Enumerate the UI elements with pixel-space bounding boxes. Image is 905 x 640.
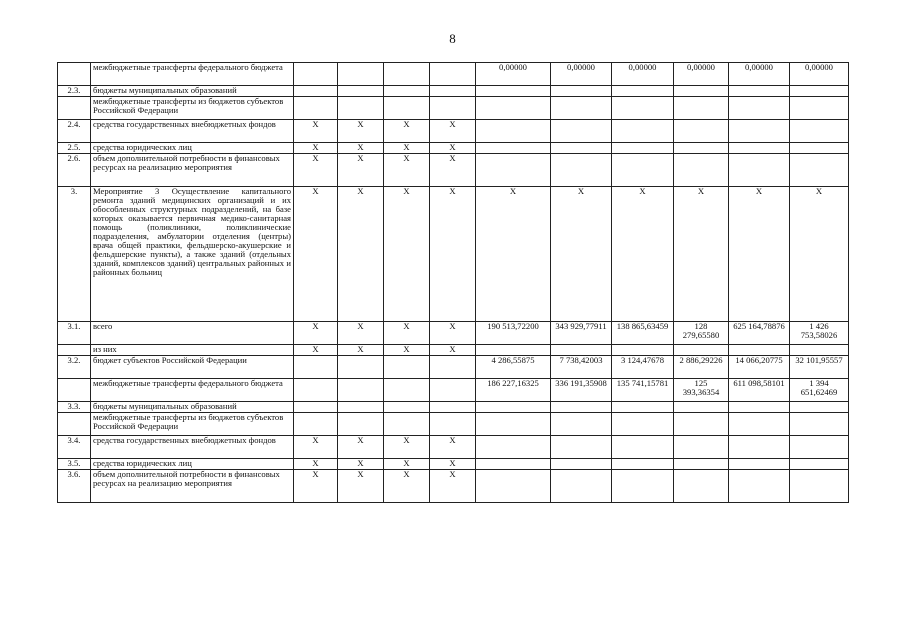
value-cell: X: [729, 187, 790, 322]
row-number: 3.3.: [58, 402, 91, 413]
value-cell: X: [476, 187, 551, 322]
mark-cell: X: [430, 120, 476, 143]
value-cell: 0,00000: [551, 63, 612, 86]
mark-cell: X: [338, 120, 384, 143]
value-cell: [476, 120, 551, 143]
value-cell: [612, 154, 674, 187]
value-cell: [551, 402, 612, 413]
value-cell: [476, 459, 551, 470]
value-cell: X: [612, 187, 674, 322]
value-cell: 186 227,16325: [476, 379, 551, 402]
value-cell: [729, 345, 790, 356]
value-cell: [790, 154, 849, 187]
mark-cell: X: [294, 143, 338, 154]
value-cell: 3 124,47678: [612, 356, 674, 379]
mark-cell: [338, 379, 384, 402]
mark-cell: [430, 402, 476, 413]
mark-cell: X: [430, 187, 476, 322]
value-cell: 7 738,42003: [551, 356, 612, 379]
mark-cell: X: [338, 470, 384, 503]
value-cell: 625 164,78876: [729, 322, 790, 345]
row-label: объем дополнительной потребности в финансовых ресурсах на реализацию мероприятия: [91, 154, 294, 187]
value-cell: [612, 97, 674, 120]
mark-cell: X: [430, 143, 476, 154]
mark-cell: [294, 86, 338, 97]
mark-cell: X: [294, 120, 338, 143]
value-cell: [790, 459, 849, 470]
mark-cell: X: [430, 470, 476, 503]
value-cell: [790, 143, 849, 154]
value-cell: 14 066,20775: [729, 356, 790, 379]
table-row: [58, 187, 849, 322]
row-label: средства юридических лиц: [91, 459, 294, 470]
mark-cell: X: [384, 459, 430, 470]
mark-cell: X: [384, 470, 430, 503]
row-label: межбюджетные трансферты из бюджетов субъектов Российской Федерации: [91, 413, 294, 436]
mark-cell: [294, 379, 338, 402]
table-row: [58, 402, 849, 413]
value-cell: [476, 97, 551, 120]
mark-cell: X: [294, 459, 338, 470]
value-cell: [674, 413, 729, 436]
row-number: 3.6.: [58, 470, 91, 503]
mark-cell: X: [430, 154, 476, 187]
value-cell: X: [674, 187, 729, 322]
value-cell: [790, 86, 849, 97]
row-label: Мероприятие 3 Осуществление капитального ремонта зданий медицинских организаций и их обособленных структурных подразделений, на базе которых оказывается первичная медико-санитарная помощь (поликлиники, поликлинические подразделения, амбулатории отделения (центры) врача общей практики, фельдшерско-акушерские и фельдшерские пункты), а также зданий (отдельных зданий, комплексов зданий) центральных районных и районных больниц: [91, 187, 294, 322]
mark-cell: X: [384, 143, 430, 154]
value-cell: [476, 436, 551, 459]
mark-cell: [294, 97, 338, 120]
value-cell: [612, 120, 674, 143]
value-cell: [729, 86, 790, 97]
row-label: объем дополнительной потребности в финансовых ресурсах на реализацию мероприятия: [91, 470, 294, 503]
mark-cell: X: [338, 187, 384, 322]
value-cell: 0,00000: [612, 63, 674, 86]
value-cell: [551, 120, 612, 143]
value-cell: [612, 345, 674, 356]
mark-cell: [338, 356, 384, 379]
value-cell: [729, 97, 790, 120]
mark-cell: X: [294, 187, 338, 322]
mark-cell: [430, 379, 476, 402]
value-cell: [674, 120, 729, 143]
mark-cell: [430, 413, 476, 436]
value-cell: [674, 402, 729, 413]
page-number: 8: [449, 31, 456, 46]
value-cell: [551, 345, 612, 356]
table-row: [58, 86, 849, 97]
value-cell: [790, 470, 849, 503]
row-number: 2.3.: [58, 86, 91, 97]
row-number: 3.4.: [58, 436, 91, 459]
mark-cell: X: [338, 345, 384, 356]
value-cell: [790, 120, 849, 143]
mark-cell: X: [294, 322, 338, 345]
value-cell: [612, 436, 674, 459]
mark-cell: [430, 356, 476, 379]
value-cell: [674, 470, 729, 503]
value-cell: [476, 345, 551, 356]
mark-cell: [294, 63, 338, 86]
row-number: 3.: [58, 187, 91, 322]
row-label: средства государственных внебюджетных фондов: [91, 120, 294, 143]
table-row: [58, 143, 849, 154]
value-cell: [551, 413, 612, 436]
row-label: из них: [91, 345, 294, 356]
table-row: [58, 154, 849, 187]
row-label: бюджеты муниципальных образований: [91, 402, 294, 413]
value-cell: 190 513,72200: [476, 322, 551, 345]
row-label: межбюджетные трансферты федерального бюджета: [91, 63, 294, 86]
table-row: [58, 459, 849, 470]
table-row: [58, 436, 849, 459]
mark-cell: X: [338, 459, 384, 470]
row-number: 3.2.: [58, 356, 91, 379]
value-cell: [729, 436, 790, 459]
mark-cell: X: [430, 322, 476, 345]
value-cell: [551, 86, 612, 97]
mark-cell: X: [294, 470, 338, 503]
mark-cell: X: [294, 154, 338, 187]
mark-cell: [384, 86, 430, 97]
row-number: 2.5.: [58, 143, 91, 154]
value-cell: [612, 143, 674, 154]
value-cell: 0,00000: [674, 63, 729, 86]
table-row: [58, 63, 849, 86]
mark-cell: [430, 97, 476, 120]
table-row: [58, 379, 849, 402]
value-cell: [790, 436, 849, 459]
row-number: 2.6.: [58, 154, 91, 187]
table-row: [58, 97, 849, 120]
value-cell: 0,00000: [790, 63, 849, 86]
mark-cell: X: [430, 345, 476, 356]
row-number: [58, 345, 91, 356]
mark-cell: [384, 379, 430, 402]
value-cell: [729, 459, 790, 470]
mark-cell: [338, 97, 384, 120]
row-number: [58, 413, 91, 436]
mark-cell: X: [294, 345, 338, 356]
mark-cell: [384, 356, 430, 379]
mark-cell: [338, 63, 384, 86]
value-cell: 135 741,15781: [612, 379, 674, 402]
mark-cell: [430, 86, 476, 97]
value-cell: 32 101,95557: [790, 356, 849, 379]
mark-cell: X: [384, 322, 430, 345]
value-cell: [551, 97, 612, 120]
value-cell: [551, 459, 612, 470]
mark-cell: [338, 413, 384, 436]
mark-cell: [338, 402, 384, 413]
mark-cell: X: [430, 436, 476, 459]
row-label: всего: [91, 322, 294, 345]
table-row: [58, 322, 849, 345]
value-cell: [551, 470, 612, 503]
value-cell: [674, 436, 729, 459]
value-cell: [476, 402, 551, 413]
value-cell: 336 191,35908: [551, 379, 612, 402]
value-cell: [729, 402, 790, 413]
value-cell: [476, 470, 551, 503]
mark-cell: X: [384, 187, 430, 322]
table-row: [58, 120, 849, 143]
value-cell: 0,00000: [476, 63, 551, 86]
row-label: средства юридических лиц: [91, 143, 294, 154]
value-cell: [612, 413, 674, 436]
row-number: 3.5.: [58, 459, 91, 470]
budget-table: [57, 62, 849, 503]
value-cell: 0,00000: [729, 63, 790, 86]
mark-cell: [384, 97, 430, 120]
value-cell: [729, 154, 790, 187]
mark-cell: X: [338, 322, 384, 345]
row-label: бюджет субъектов Российской Федерации: [91, 356, 294, 379]
value-cell: 125 393,36354: [674, 379, 729, 402]
value-cell: 128 279,65580: [674, 322, 729, 345]
mark-cell: X: [430, 459, 476, 470]
value-cell: [551, 143, 612, 154]
value-cell: [476, 143, 551, 154]
value-cell: [612, 86, 674, 97]
value-cell: [674, 97, 729, 120]
value-cell: [674, 143, 729, 154]
mark-cell: X: [338, 436, 384, 459]
mark-cell: [294, 413, 338, 436]
value-cell: [612, 402, 674, 413]
value-cell: [674, 86, 729, 97]
value-cell: [551, 436, 612, 459]
row-number: [58, 97, 91, 120]
row-number: [58, 379, 91, 402]
mark-cell: X: [294, 436, 338, 459]
mark-cell: [294, 402, 338, 413]
table-row: [58, 413, 849, 436]
mark-cell: [430, 63, 476, 86]
value-cell: [476, 86, 551, 97]
value-cell: [790, 402, 849, 413]
value-cell: X: [551, 187, 612, 322]
mark-cell: X: [384, 154, 430, 187]
value-cell: 1 394 651,62469: [790, 379, 849, 402]
value-cell: [674, 459, 729, 470]
mark-cell: [338, 86, 384, 97]
value-cell: [476, 154, 551, 187]
table-row: [58, 345, 849, 356]
mark-cell: [384, 63, 430, 86]
row-number: 3.1.: [58, 322, 91, 345]
value-cell: [790, 413, 849, 436]
mark-cell: X: [384, 120, 430, 143]
row-label: средства государственных внебюджетных фондов: [91, 436, 294, 459]
mark-cell: [384, 413, 430, 436]
row-label: межбюджетные трансферты федерального бюджета: [91, 379, 294, 402]
value-cell: 138 865,63459: [612, 322, 674, 345]
value-cell: [674, 154, 729, 187]
value-cell: 343 929,77911: [551, 322, 612, 345]
value-cell: 1 426 753,58026: [790, 322, 849, 345]
value-cell: 4 286,55875: [476, 356, 551, 379]
value-cell: [612, 459, 674, 470]
mark-cell: X: [384, 345, 430, 356]
value-cell: [729, 413, 790, 436]
mark-cell: [384, 402, 430, 413]
table-row: [58, 470, 849, 503]
row-number: 2.4.: [58, 120, 91, 143]
value-cell: 2 886,29226: [674, 356, 729, 379]
value-cell: [729, 143, 790, 154]
value-cell: [790, 97, 849, 120]
value-cell: 611 098,58101: [729, 379, 790, 402]
value-cell: [729, 470, 790, 503]
value-cell: [790, 345, 849, 356]
row-label: межбюджетные трансферты из бюджетов субъектов Российской Федерации: [91, 97, 294, 120]
mark-cell: X: [338, 143, 384, 154]
row-label: бюджеты муниципальных образований: [91, 86, 294, 97]
mark-cell: X: [384, 436, 430, 459]
value-cell: [551, 154, 612, 187]
value-cell: [612, 470, 674, 503]
value-cell: X: [790, 187, 849, 322]
table-row: [58, 356, 849, 379]
mark-cell: X: [338, 154, 384, 187]
value-cell: [674, 345, 729, 356]
row-number: [58, 63, 91, 86]
value-cell: [729, 120, 790, 143]
value-cell: [476, 413, 551, 436]
mark-cell: [294, 356, 338, 379]
